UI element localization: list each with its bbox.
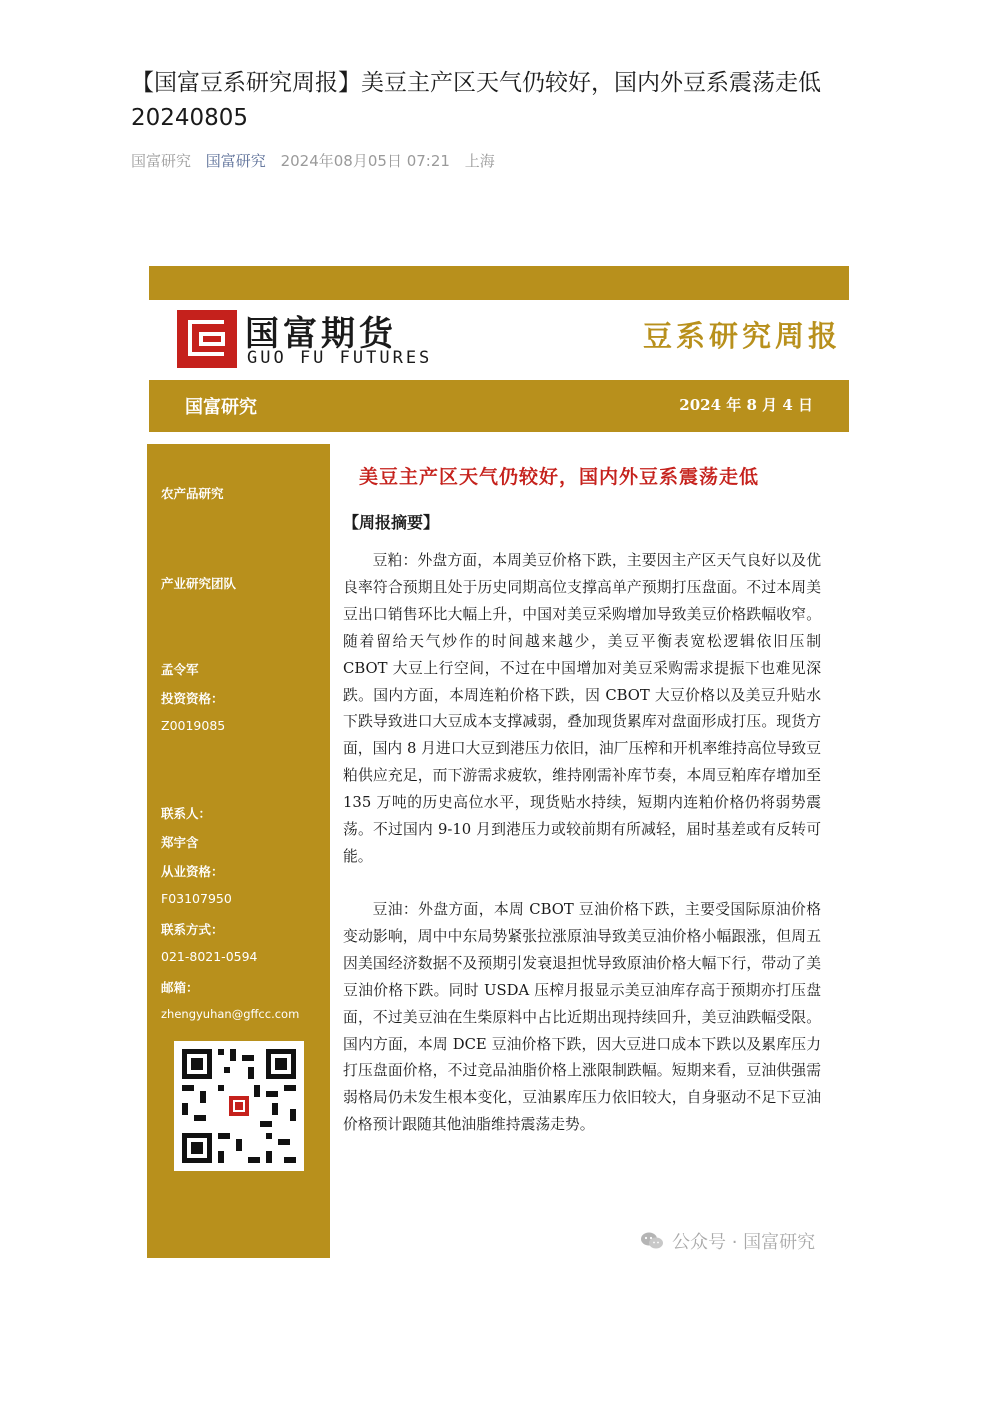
analyst-cert: Z0019085 — [161, 718, 226, 733]
publish-location: 上海 — [464, 152, 495, 170]
report-image — [147, 266, 849, 1258]
analyst-name: 孟令军 — [161, 662, 199, 677]
phone-number: 021-8021-0594 — [161, 949, 258, 964]
brand-name-en: GUO FU FUTURES — [247, 348, 433, 368]
report-headline: 美豆主产区天气仍较好，国内外豆系震荡走低 — [359, 466, 760, 488]
contact-cert-label: 从业资格： — [161, 864, 224, 879]
guofu-logo-icon — [177, 310, 237, 368]
account-link[interactable]: 国富研究 — [205, 152, 266, 170]
watermark — [640, 1228, 815, 1254]
watermark-text: 公众号 · 国富研究 — [672, 1232, 816, 1253]
phone-label: 联系方式： — [161, 922, 224, 937]
publish-time: 2024年08月05日 07:21 — [280, 152, 450, 170]
wechat-icon — [640, 1231, 664, 1251]
article-title: 【国富豆系研究周报】美豆主产区天气仍较好，国内外豆系震荡走低20240805 — [131, 70, 821, 131]
email-label: 邮箱： — [161, 980, 199, 995]
section-title: 【周报摘要】 — [343, 513, 440, 532]
sidebar-category: 农产品研究 — [161, 486, 224, 501]
contact-cert: F03107950 — [161, 891, 232, 906]
sidebar — [147, 444, 330, 1258]
contact-name: 郑宇含 — [161, 835, 199, 850]
report-type: 豆系研究周报 — [642, 319, 841, 353]
dept-name: 国富研究 — [185, 397, 257, 418]
email-address: zhengyuhan@gffcc.com — [161, 1007, 300, 1021]
contact-label: 联系人： — [161, 806, 212, 821]
dept-band — [149, 380, 849, 432]
qr-code-icon — [174, 1041, 304, 1171]
paragraph-soymeal: 豆粕：外盘方面，本周美豆价格下跌，主要因主产区天气良好以及优良率符合预期且处于历史同期高位支撑高单产预期打压盘面。不过本周美豆出口销售环比大幅上升，中国对美豆采购增加导致美豆价格跌幅收窄。随着留给天气炒作的时间越来越少，美豆平衡表宽松逻辑依旧压制 CBOT 大豆上行空间，不过在中国增加对美豆采购需求提振下也难见深跌。国内方面，本周连粕价格下跌，因 CBOT 大豆价格以及美豆升贴水下跌导致进口大豆成本支撑减弱，叠加现货累库对盘面形成打压。现货方面，国内 8 月进口大豆到港压力依旧，油厂压榨和开机率维持高位导致豆粕供应充足，而下游需求疲软，维持刚需补库节奏，本周豆粕库存增加至 135 万吨的历史高位水平，现货贴水持续，短期内连粕价格仍将弱势震荡。不过国内 9-10 月到港压力或较前期有所减轻，届时基差或有反转可能。 — [343, 552, 821, 865]
report-date: 2024 年 8 月 4 日 — [679, 396, 813, 414]
analyst-cert-label: 投资资格： — [161, 691, 224, 706]
sidebar-team: 产业研究团队 — [161, 576, 237, 591]
top-gold-bar — [149, 266, 849, 300]
article-meta — [131, 150, 505, 171]
brand-name-cn: 国富期货 — [245, 314, 397, 354]
paragraph-soyoil: 豆油：外盘方面，本周 CBOT 豆油价格下跌，主要受国际原油价格变动影响，周中中东局势紧张拉涨原油导致美豆油价格小幅跟涨，但周五因美国经济数据不及预期引发衰退担忧导致原油价格大幅下行，带动了美豆油价格下跌。同时 USDA 压榨月报显示美豆油库存高于预期亦打压盘面，不过美豆油在生柴原料中占比近期出现持续回升，美豆油跌幅受限。国内方面，本周 DCE 豆油价格下跌，因大豆进口成本下跌以及累库压力打压盘面价格，不过竞品油脂价格上涨限制跌幅。短期来看，豆油供强需弱格局仍未发生根本变化，豆油累库压力依旧较大，自身驱动不足下豆油价格预计跟随其他油脂维持震荡走势。 — [343, 901, 821, 1134]
author-name: 国富研究 — [131, 152, 192, 170]
